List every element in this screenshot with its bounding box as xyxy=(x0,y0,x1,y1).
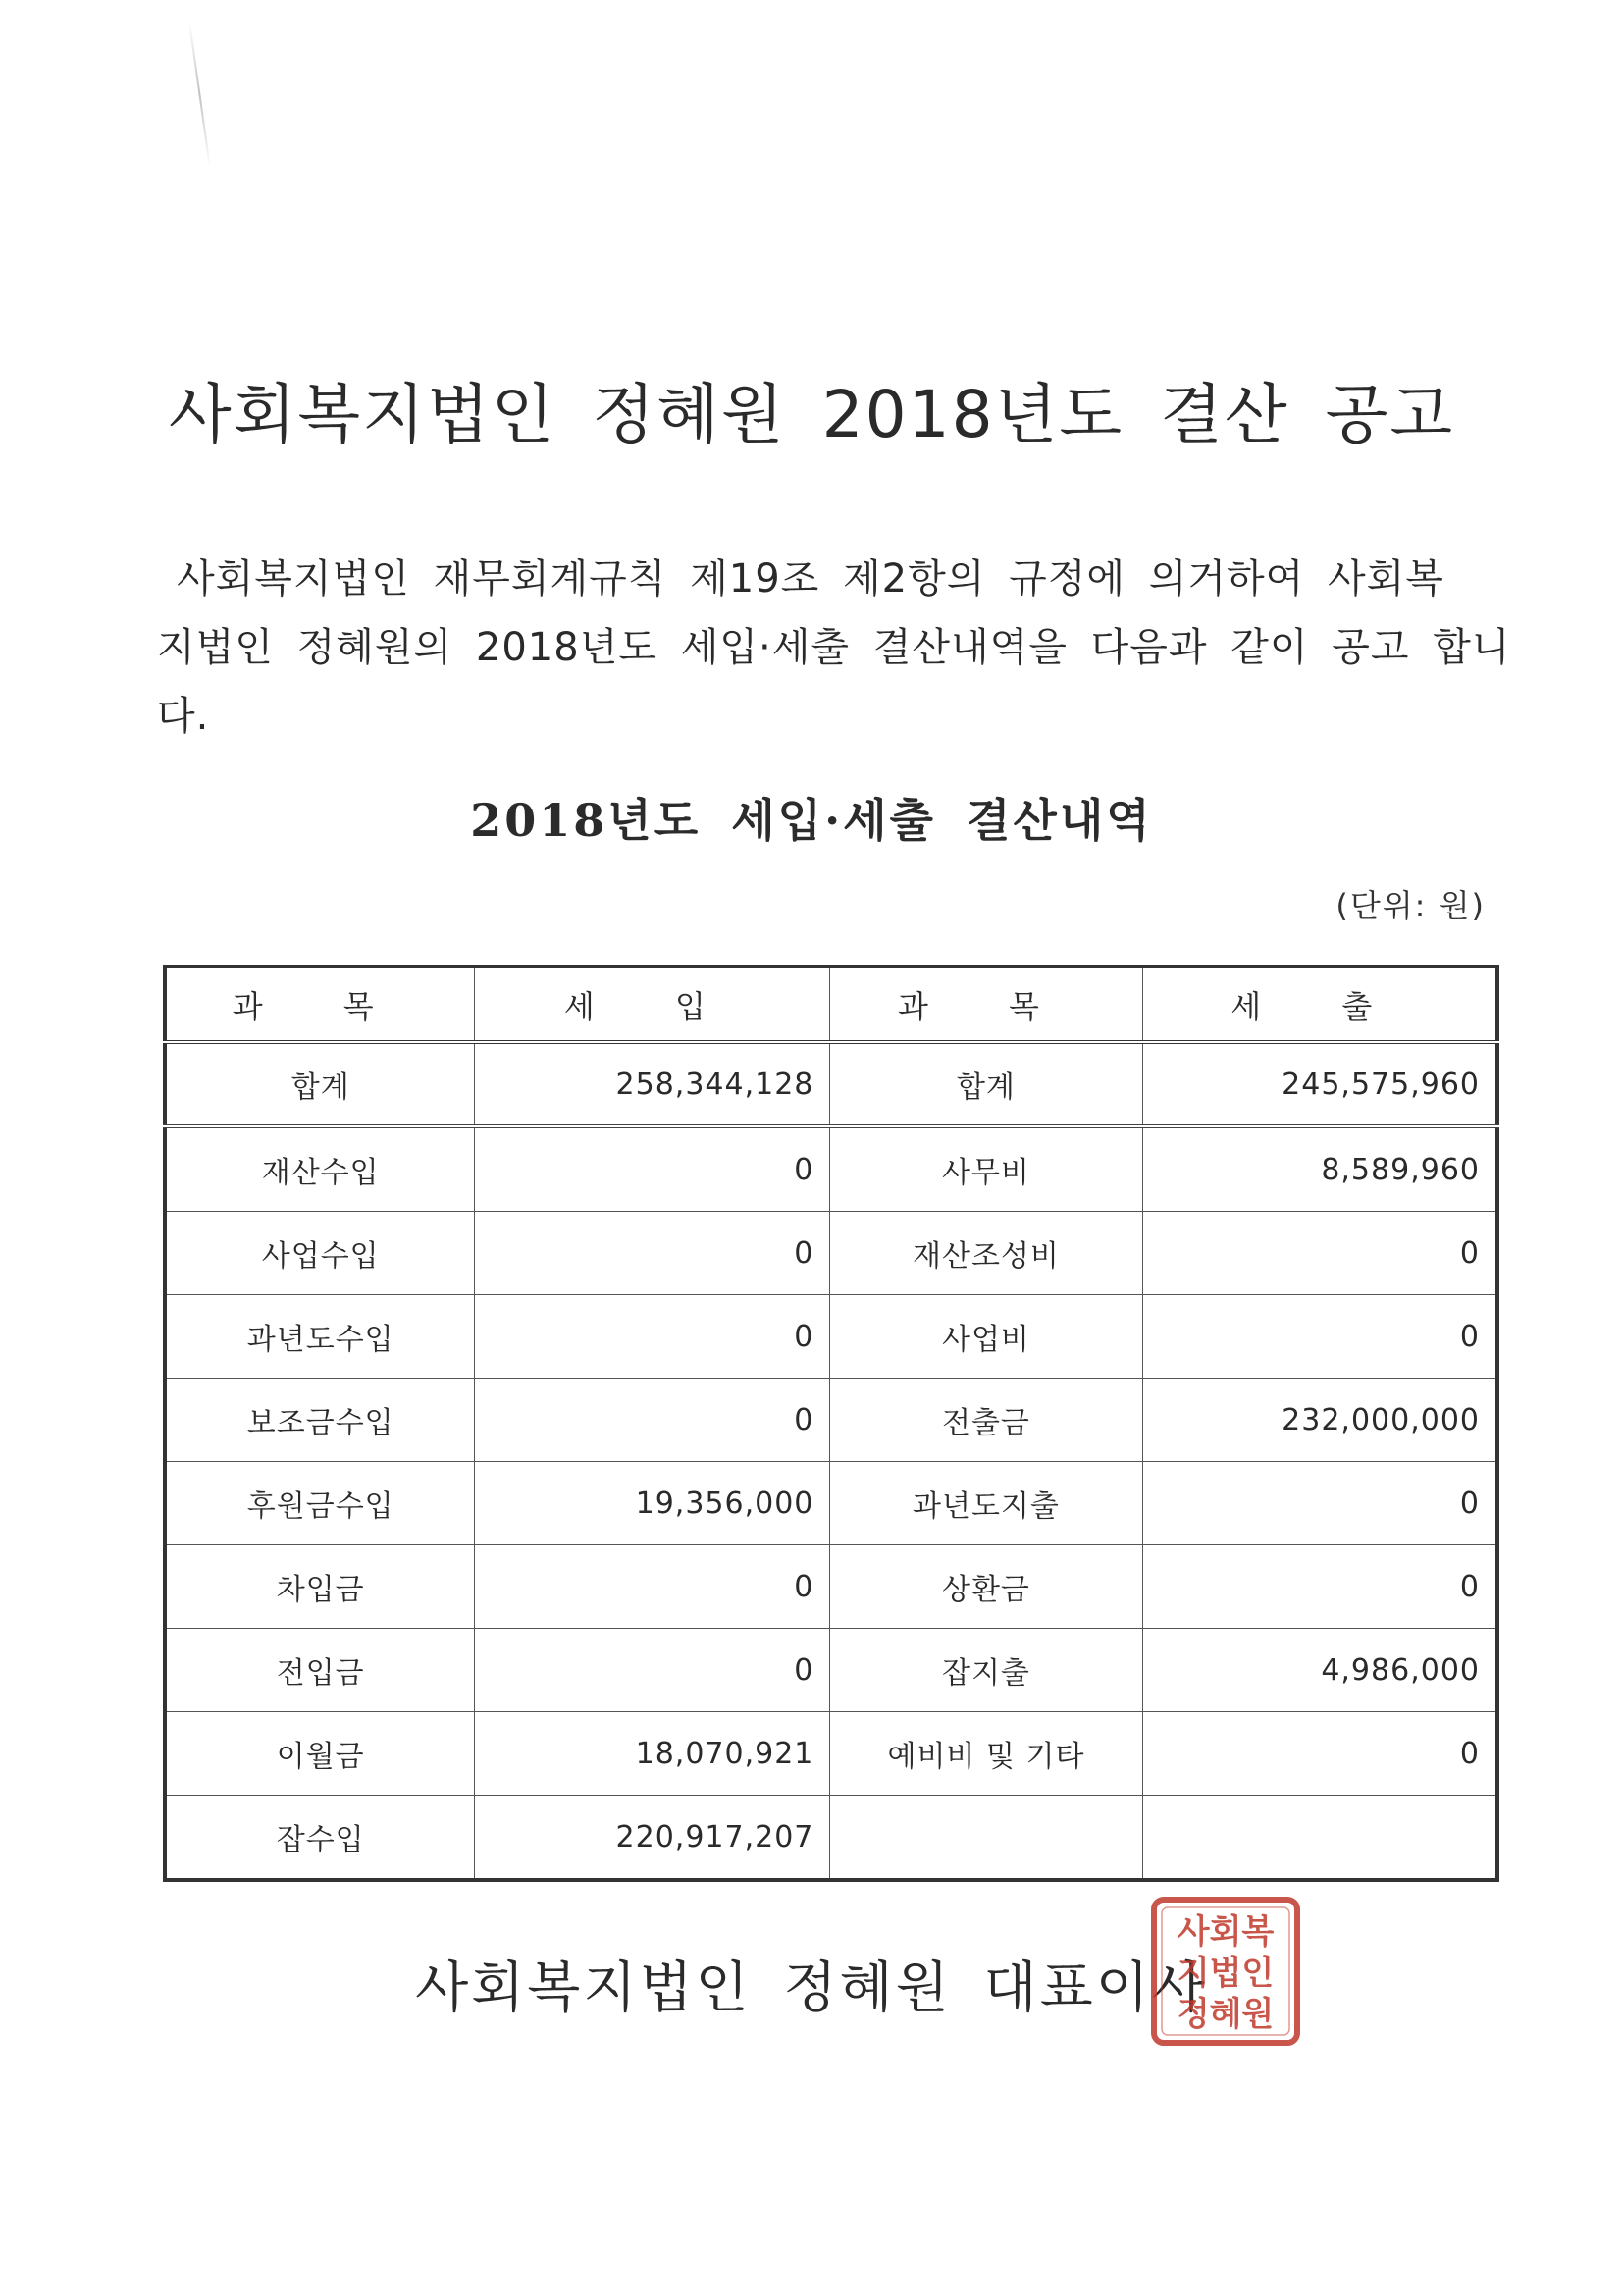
income-label: 사업수입 xyxy=(165,1212,475,1295)
expense-amount: 0 xyxy=(1142,1295,1497,1379)
table-row xyxy=(165,1712,1497,1796)
expense-amount: 4,986,000 xyxy=(1142,1629,1497,1712)
expense-label: 사무비 xyxy=(830,1126,1142,1212)
table-row xyxy=(165,1629,1497,1712)
table-row xyxy=(165,1295,1497,1379)
income-amount: 0 xyxy=(475,1379,830,1462)
income-label: 보조금수입 xyxy=(165,1379,475,1462)
income-label: 재산수입 xyxy=(165,1126,475,1212)
income-amount: 18,070,921 xyxy=(475,1712,830,1796)
expense-label: 사업비 xyxy=(830,1295,1142,1379)
income-amount: 0 xyxy=(475,1545,830,1629)
table-row xyxy=(165,1379,1497,1462)
notice-body xyxy=(157,545,1511,751)
expense-label xyxy=(830,1796,1142,1881)
notice-body-line-2: 지법인 정혜원의 2018년도 세입·세출 결산내역을 다음과 같이 공고 합니다. xyxy=(157,625,1511,739)
table-row xyxy=(165,1545,1497,1629)
total-income-label: 합계 xyxy=(165,1042,475,1126)
income-amount: 0 xyxy=(475,1212,830,1295)
header-expense-subject: 과 목 xyxy=(830,966,1142,1042)
table-header-row xyxy=(165,966,1497,1042)
expense-label: 상환금 xyxy=(830,1545,1142,1629)
income-label: 후원금수입 xyxy=(165,1462,475,1545)
unit-label: (단위: 원) xyxy=(1335,887,1486,924)
income-amount: 0 xyxy=(475,1126,830,1212)
table-row xyxy=(165,1126,1497,1212)
expense-label: 과년도지출 xyxy=(830,1462,1142,1545)
seal-text-line: 사회복 xyxy=(1177,1912,1275,1952)
expense-label: 재산조성비 xyxy=(830,1212,1142,1295)
total-expense-label: 합계 xyxy=(830,1042,1142,1126)
expense-label: 전출금 xyxy=(830,1379,1142,1462)
seal-text-line: 정혜원 xyxy=(1177,1995,1275,2034)
income-label: 차입금 xyxy=(165,1545,475,1629)
total-expense-amount: 245,575,960 xyxy=(1142,1042,1497,1126)
income-amount: 19,356,000 xyxy=(475,1462,830,1545)
table-row xyxy=(165,1462,1497,1545)
scan-artifact-line xyxy=(188,22,211,168)
header-income: 세 입 xyxy=(475,966,830,1042)
income-amount: 0 xyxy=(475,1629,830,1712)
total-income-amount: 258,344,128 xyxy=(475,1042,830,1126)
expense-label: 잡지출 xyxy=(830,1629,1142,1712)
income-label: 전입금 xyxy=(165,1629,475,1712)
income-label: 잡수입 xyxy=(165,1796,475,1881)
income-label: 이월금 xyxy=(165,1712,475,1796)
table-row xyxy=(165,1212,1497,1295)
expense-amount: 0 xyxy=(1142,1212,1497,1295)
expense-amount: 8,589,960 xyxy=(1142,1126,1497,1212)
expense-label: 예비비 및 기타 xyxy=(830,1712,1142,1796)
income-label: 과년도수입 xyxy=(165,1295,475,1379)
notice-body-line-1: 사회복지법인 재무회계규칙 제19조 제2항의 규정에 의거하여 사회복 xyxy=(177,556,1444,601)
header-expense: 세 출 xyxy=(1142,966,1497,1042)
header-income-subject: 과 목 xyxy=(165,966,475,1042)
table-row xyxy=(165,1796,1497,1881)
signature-line: 사회복지법인 정혜원 대표이사 xyxy=(415,1957,1208,2020)
expense-amount: 232,000,000 xyxy=(1142,1379,1497,1462)
expense-amount: 0 xyxy=(1142,1462,1497,1545)
income-amount: 0 xyxy=(475,1295,830,1379)
settlement-table xyxy=(163,965,1499,1882)
official-seal-icon xyxy=(1148,1894,1303,2049)
total-row xyxy=(165,1042,1497,1126)
seal-text-line: 지법인 xyxy=(1177,1954,1275,1993)
income-amount: 220,917,207 xyxy=(475,1796,830,1881)
expense-amount xyxy=(1142,1796,1497,1881)
expense-amount: 0 xyxy=(1142,1712,1497,1796)
page-title: 사회복지법인 정혜원 2018년도 결산 공고 xyxy=(168,377,1455,453)
table-title: 2018년도 세입·세출 결산내역 xyxy=(470,794,1153,847)
expense-amount: 0 xyxy=(1142,1545,1497,1629)
